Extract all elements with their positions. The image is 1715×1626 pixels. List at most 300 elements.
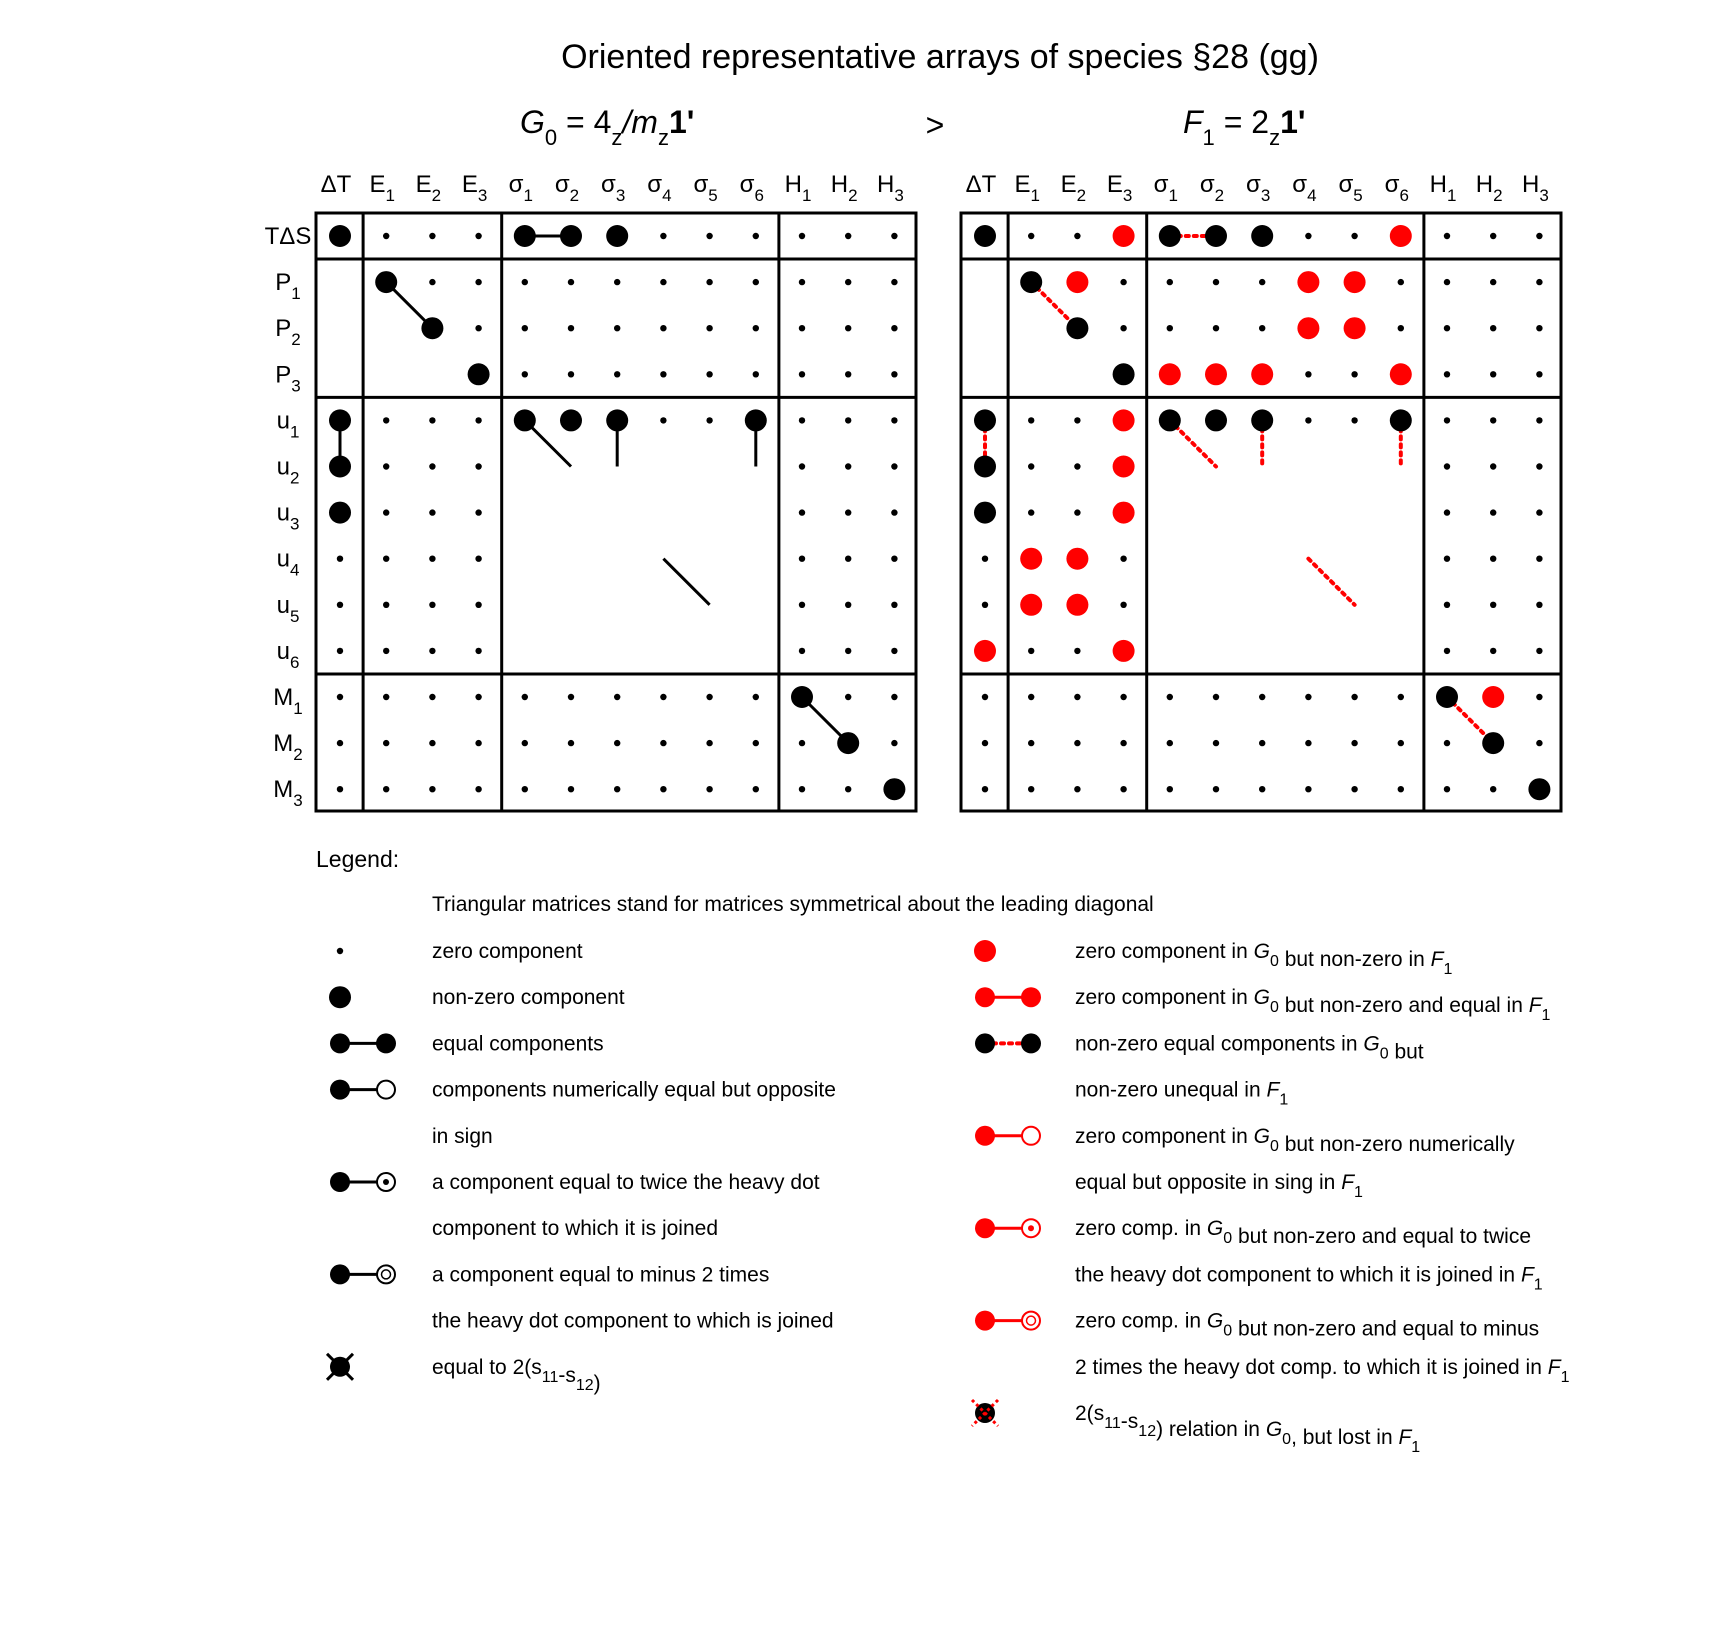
zero-dot — [475, 786, 481, 792]
legend-left-item — [330, 1032, 604, 1055]
zero-dot — [753, 740, 759, 746]
zero-dot — [614, 279, 620, 285]
zero-dot — [660, 371, 666, 377]
zero-dot — [982, 786, 988, 792]
zero-dot — [1028, 509, 1034, 515]
zero-dot — [475, 233, 481, 239]
zero-dot — [706, 233, 712, 239]
black-dotted-pair-symbol — [975, 1033, 1041, 1053]
zero-dot — [1259, 279, 1265, 285]
zero-dot — [799, 509, 805, 515]
zero-dot — [1536, 740, 1542, 746]
red-dot — [1113, 409, 1135, 431]
red-dot — [1113, 225, 1135, 247]
red-dot — [1390, 225, 1412, 247]
zero-dot — [475, 463, 481, 469]
zero-dot — [1120, 740, 1126, 746]
zero-dot — [1028, 694, 1034, 700]
zero-dot — [1351, 786, 1357, 792]
nonzero-dot — [560, 225, 582, 247]
array-right — [961, 171, 1561, 811]
zero-dot — [1074, 509, 1080, 515]
red-dot — [1020, 548, 1042, 570]
nonzero-dot — [514, 409, 536, 431]
zero-dot — [706, 371, 712, 377]
column-label: $E_3$ — [461, 171, 488, 205]
row-label: $u_3$ — [276, 499, 300, 534]
column-label: ΔT — [965, 171, 997, 198]
red-minus2-pair-symbol — [975, 1311, 1040, 1331]
zero-dot — [568, 740, 574, 746]
svg-text:F1 = 2z1': $F_1 = 2_z1'$ — [1183, 104, 1306, 150]
zero-dot — [1490, 279, 1496, 285]
zero-dot — [891, 463, 897, 469]
legend-right-item — [975, 1125, 1515, 1201]
zero-dot — [845, 325, 851, 331]
nonzero-dot — [974, 456, 996, 478]
nonzero-dot — [329, 456, 351, 478]
zero-dot — [522, 694, 528, 700]
zero-dot — [1074, 694, 1080, 700]
red-twice-pair-symbol — [975, 1218, 1040, 1238]
red-dot — [1297, 317, 1319, 339]
zero-dot — [799, 786, 805, 792]
legend-right-item — [975, 1310, 1570, 1386]
zero-dot — [429, 786, 435, 792]
row-label: $M_2$ — [273, 730, 303, 765]
zero-dot — [1120, 556, 1126, 562]
zero-dot — [1259, 740, 1265, 746]
legend-text: components numerically equal but opposite — [432, 1078, 836, 1102]
nonzero-dot — [1020, 271, 1042, 293]
column-label: $\sigma_1$ — [508, 171, 533, 205]
zero-dot — [429, 556, 435, 562]
column-label: $H_2$ — [830, 171, 858, 205]
zero-dot — [753, 694, 759, 700]
legend-left-item — [330, 1263, 834, 1332]
red-dot — [1344, 271, 1366, 293]
nonzero-dot — [1528, 778, 1550, 800]
zero-dot — [1074, 463, 1080, 469]
zero-dot — [383, 233, 389, 239]
zero-dot — [1305, 786, 1311, 792]
zero-dot — [1074, 740, 1080, 746]
legend-right-item — [974, 940, 1452, 978]
zero-dot — [845, 556, 851, 562]
column-label: $\sigma_6$ — [739, 171, 764, 205]
zero-dot — [845, 463, 851, 469]
zero-dot — [1028, 463, 1034, 469]
zero-dot — [1305, 233, 1311, 239]
zero-dot — [891, 509, 897, 515]
zero-dot — [1167, 279, 1173, 285]
zero-dot — [1213, 325, 1219, 331]
legend-text: the heavy dot component to which it is joined in $F_1$ — [1075, 1263, 1543, 1294]
zero-dot — [475, 509, 481, 515]
row-label: $M_3$ — [273, 776, 303, 811]
red-opposite-pair-symbol — [975, 1126, 1040, 1146]
zero-dot — [845, 417, 851, 423]
legend-text: equal to $2(s_{11}-s_{12})$ — [432, 1355, 601, 1395]
zero-dot — [383, 463, 389, 469]
legend-text: non-zero unequal in $F_1$ — [1075, 1078, 1289, 1109]
zero-dot — [475, 648, 481, 654]
nonzero-dot — [1251, 225, 1273, 247]
zero-dot — [1259, 694, 1265, 700]
nonzero-dot — [606, 409, 628, 431]
red-dot — [1344, 317, 1366, 339]
nonzero-dot — [1205, 409, 1227, 431]
zero-dot — [1490, 325, 1496, 331]
column-label: $\sigma_4$ — [1292, 171, 1317, 205]
zero-dot — [1028, 233, 1034, 239]
red-dot — [1066, 594, 1088, 616]
red-dot — [1205, 363, 1227, 385]
zero-dot — [1074, 233, 1080, 239]
zero-dot — [982, 740, 988, 746]
zero-dot — [1074, 648, 1080, 654]
zero-dot — [706, 694, 712, 700]
cross-dot-symbol — [327, 1354, 353, 1380]
legend-text: non-zero component — [432, 986, 625, 1010]
zero-dot — [799, 740, 805, 746]
zero-dot — [429, 417, 435, 423]
zero-dot — [614, 371, 620, 377]
zero-dot — [706, 740, 712, 746]
legend-text: a component equal to twice the heavy dot — [432, 1171, 820, 1194]
nonzero-dot — [974, 225, 996, 247]
legend-note: Triangular matrices stand for matrices symmetrical about the leading diagonal — [432, 893, 1154, 916]
zero-dot — [614, 740, 620, 746]
zero-dot — [1167, 740, 1173, 746]
zero-dot — [383, 556, 389, 562]
zero-dot — [1536, 602, 1542, 608]
zero-dot — [1120, 325, 1126, 331]
red-dot — [1159, 363, 1181, 385]
zero-dot — [1167, 694, 1173, 700]
zero-dot — [429, 648, 435, 654]
column-label: $\sigma_1$ — [1153, 171, 1178, 205]
zero-dot — [1536, 371, 1542, 377]
column-label: $E_2$ — [1060, 171, 1087, 205]
zero-dot — [1028, 740, 1034, 746]
zero-dot — [799, 325, 805, 331]
legend-text: $2(s_{11}-s_{12})$ relation in $G_0$, but lost in $F_1$ — [1075, 1402, 1421, 1456]
red-cross-dot-symbol — [972, 1400, 998, 1426]
legend-left-item — [330, 1171, 820, 1240]
zero-dot — [1490, 233, 1496, 239]
nonzero-dot — [1113, 363, 1135, 385]
column-label: $E_2$ — [415, 171, 442, 205]
opposite-pair-symbol — [330, 1080, 395, 1100]
zero-dot — [982, 556, 988, 562]
zero-dot — [568, 279, 574, 285]
nonzero-dot — [421, 317, 443, 339]
zero-dot — [1398, 694, 1404, 700]
zero-dot — [337, 786, 343, 792]
nonzero-dot — [745, 409, 767, 431]
nonzero-dot — [837, 732, 859, 754]
column-label: $\sigma_5$ — [1338, 171, 1363, 205]
zero-dot — [706, 325, 712, 331]
zero-dot — [891, 325, 897, 331]
zero-dot — [1398, 786, 1404, 792]
zero-dot — [799, 233, 805, 239]
zero-dot — [1490, 786, 1496, 792]
zero-dot — [337, 556, 343, 562]
zero-dot — [568, 371, 574, 377]
column-label: $H_1$ — [784, 171, 812, 205]
red-dot — [1390, 363, 1412, 385]
red-dot — [1020, 594, 1042, 616]
column-label: $\sigma_5$ — [693, 171, 718, 205]
nonzero-dot — [883, 778, 905, 800]
zero-dot — [1536, 648, 1542, 654]
zero-dot — [891, 233, 897, 239]
zero-dot — [429, 233, 435, 239]
zero-dot — [891, 648, 897, 654]
zero-dot — [1259, 786, 1265, 792]
zero-dot — [1213, 694, 1219, 700]
row-label: $P_1$ — [275, 269, 301, 304]
zero-dot — [1536, 233, 1542, 239]
zero-dot — [891, 602, 897, 608]
column-label: $\sigma_6$ — [1384, 171, 1409, 205]
zero-dot — [1120, 279, 1126, 285]
column-label: $E_1$ — [1014, 171, 1040, 205]
nonzero-dot — [468, 363, 490, 385]
row-label: TΔS — [264, 223, 312, 250]
zero-dot — [337, 740, 343, 746]
zero-dot — [845, 509, 851, 515]
zero-dot — [1398, 325, 1404, 331]
zero-dot — [1213, 786, 1219, 792]
link-solid — [663, 559, 709, 605]
zero-dot — [1213, 279, 1219, 285]
big-dot-symbol — [329, 986, 351, 1008]
zero-dot — [845, 233, 851, 239]
zero-dot — [1074, 417, 1080, 423]
zero-dot — [891, 740, 897, 746]
zero-dot — [1259, 325, 1265, 331]
zero-dot — [429, 463, 435, 469]
column-label: $\sigma_4$ — [647, 171, 672, 205]
column-label: ΔT — [320, 171, 352, 198]
legend-left-item — [337, 940, 583, 963]
nonzero-dot — [514, 225, 536, 247]
zero-dot — [845, 279, 851, 285]
zero-dot — [1444, 417, 1450, 423]
zero-dot — [660, 694, 666, 700]
legend-text: zero comp. in $G_0$ but non-zero and equal to minus — [1075, 1309, 1540, 1341]
red-dot — [974, 640, 996, 662]
row-label: $P_2$ — [275, 315, 301, 350]
row-label: $u_6$ — [276, 637, 300, 672]
zero-dot — [1490, 648, 1496, 654]
zero-dot — [475, 325, 481, 331]
legend-text: in sign — [432, 1124, 493, 1148]
zero-dot — [614, 694, 620, 700]
red-dot — [1113, 640, 1135, 662]
red-dot — [1297, 271, 1319, 293]
zero-dot — [1536, 463, 1542, 469]
zero-dot — [891, 371, 897, 377]
zero-dot — [1490, 371, 1496, 377]
legend-left-item — [329, 986, 625, 1009]
gt-symbol: > — [925, 107, 945, 143]
row-label: $u_1$ — [276, 407, 300, 442]
red-dot — [1482, 686, 1504, 708]
array-left — [316, 171, 916, 811]
zero-dot — [799, 279, 805, 285]
zero-dot — [1305, 740, 1311, 746]
zero-dot — [1305, 694, 1311, 700]
column-label: $H_2$ — [1475, 171, 1503, 205]
zero-dot — [1444, 463, 1450, 469]
legend-left-item — [327, 1354, 601, 1395]
zero-dot — [1444, 371, 1450, 377]
nonzero-dot — [1436, 686, 1458, 708]
zero-dot — [1351, 740, 1357, 746]
zero-dot — [429, 279, 435, 285]
zero-dot — [706, 786, 712, 792]
zero-dot — [383, 786, 389, 792]
zero-dot — [522, 325, 528, 331]
zero-dot — [1444, 786, 1450, 792]
nonzero-dot — [329, 409, 351, 431]
zero-dot — [568, 786, 574, 792]
red-dot — [1066, 271, 1088, 293]
zero-dot — [522, 786, 528, 792]
zero-dot — [1398, 740, 1404, 746]
zero-dot — [1167, 325, 1173, 331]
link-dotted — [1308, 559, 1354, 605]
zero-dot — [660, 233, 666, 239]
legend-right-item — [975, 1032, 1424, 1108]
zero-dot — [891, 279, 897, 285]
row-label: $P_3$ — [275, 361, 301, 396]
nonzero-dot — [329, 225, 351, 247]
nonzero-dot — [606, 225, 628, 247]
zero-dot — [1490, 417, 1496, 423]
legend-text: component to which it is joined — [432, 1217, 718, 1241]
row-label: $u_2$ — [276, 453, 300, 488]
zero-dot — [1536, 325, 1542, 331]
zero-dot — [799, 463, 805, 469]
red-dot-symbol — [974, 940, 996, 962]
zero-dot — [753, 371, 759, 377]
zero-dot — [1028, 786, 1034, 792]
zero-dot — [982, 694, 988, 700]
zero-dot — [1490, 602, 1496, 608]
zero-dot — [568, 694, 574, 700]
zero-dot — [1536, 279, 1542, 285]
zero-dot — [1536, 509, 1542, 515]
red-equal-pair-symbol — [975, 987, 1041, 1007]
zero-dot — [475, 740, 481, 746]
zero-dot — [475, 556, 481, 562]
zero-dot — [1444, 740, 1450, 746]
red-dot — [1113, 502, 1135, 524]
legend-text: equal but opposite in sing in $F_1$ — [1075, 1171, 1363, 1201]
zero-dot — [383, 417, 389, 423]
legend-title: Legend: — [316, 846, 400, 872]
column-label: $\sigma_3$ — [1246, 171, 1271, 205]
zero-dot — [1305, 417, 1311, 423]
legend-text: a component equal to minus 2 times — [432, 1263, 770, 1287]
legend-text: equal components — [432, 1032, 604, 1056]
row-label: $u_4$ — [276, 545, 300, 580]
legend-text: zero comp. in $G_0$ but non-zero and equal to twice — [1075, 1217, 1532, 1249]
nonzero-dot — [1159, 225, 1181, 247]
zero-dot — [383, 648, 389, 654]
column-label: $H_1$ — [1429, 171, 1457, 205]
zero-dot — [1536, 694, 1542, 700]
zero-dot — [383, 509, 389, 515]
zero-dot — [1167, 786, 1173, 792]
red-dot — [1066, 548, 1088, 570]
zero-dot — [522, 279, 528, 285]
nonzero-dot — [1251, 409, 1273, 431]
zero-dot — [753, 325, 759, 331]
zero-dot — [1444, 279, 1450, 285]
zero-dot — [1444, 509, 1450, 515]
column-label: $\sigma_3$ — [601, 171, 626, 205]
nonzero-dot — [791, 686, 813, 708]
legend-text: zero component in $G_0$ but non-zero and equal in $F_1$ — [1075, 986, 1551, 1025]
zero-dot — [337, 602, 343, 608]
zero-dot — [568, 325, 574, 331]
zero-dot — [1444, 648, 1450, 654]
zero-dot — [1074, 786, 1080, 792]
zero-dot — [1028, 417, 1034, 423]
zero-dot — [1490, 463, 1496, 469]
legend-text: non-zero equal components in $G_0$ but — [1075, 1032, 1424, 1064]
zero-dot — [337, 694, 343, 700]
group-header-left — [520, 104, 694, 150]
zero-dot — [522, 371, 528, 377]
nonzero-dot — [375, 271, 397, 293]
zero-dot — [660, 417, 666, 423]
zero-dot — [1351, 694, 1357, 700]
nonzero-dot — [1205, 225, 1227, 247]
zero-dot — [660, 325, 666, 331]
zero-dot — [1444, 556, 1450, 562]
nonzero-dot — [974, 502, 996, 524]
zero-dot — [1490, 556, 1496, 562]
zero-dot — [845, 371, 851, 377]
zero-dot — [1351, 417, 1357, 423]
legend-left-item — [330, 1079, 836, 1148]
zero-dot — [1536, 556, 1542, 562]
zero-dot — [660, 740, 666, 746]
zero-dot — [1536, 417, 1542, 423]
nonzero-dot — [1066, 317, 1088, 339]
zero-dot — [706, 279, 712, 285]
group-header-right — [1183, 104, 1305, 150]
zero-dot — [475, 602, 481, 608]
row-label: $M_1$ — [273, 684, 303, 718]
zero-dot — [383, 740, 389, 746]
nonzero-dot — [1482, 732, 1504, 754]
zero-dot — [614, 325, 620, 331]
legend-text: zero component — [432, 940, 583, 963]
zero-dot — [753, 786, 759, 792]
red-dot — [1113, 456, 1135, 478]
column-label: $H_3$ — [1521, 171, 1549, 205]
zero-dot — [845, 694, 851, 700]
zero-dot — [982, 602, 988, 608]
